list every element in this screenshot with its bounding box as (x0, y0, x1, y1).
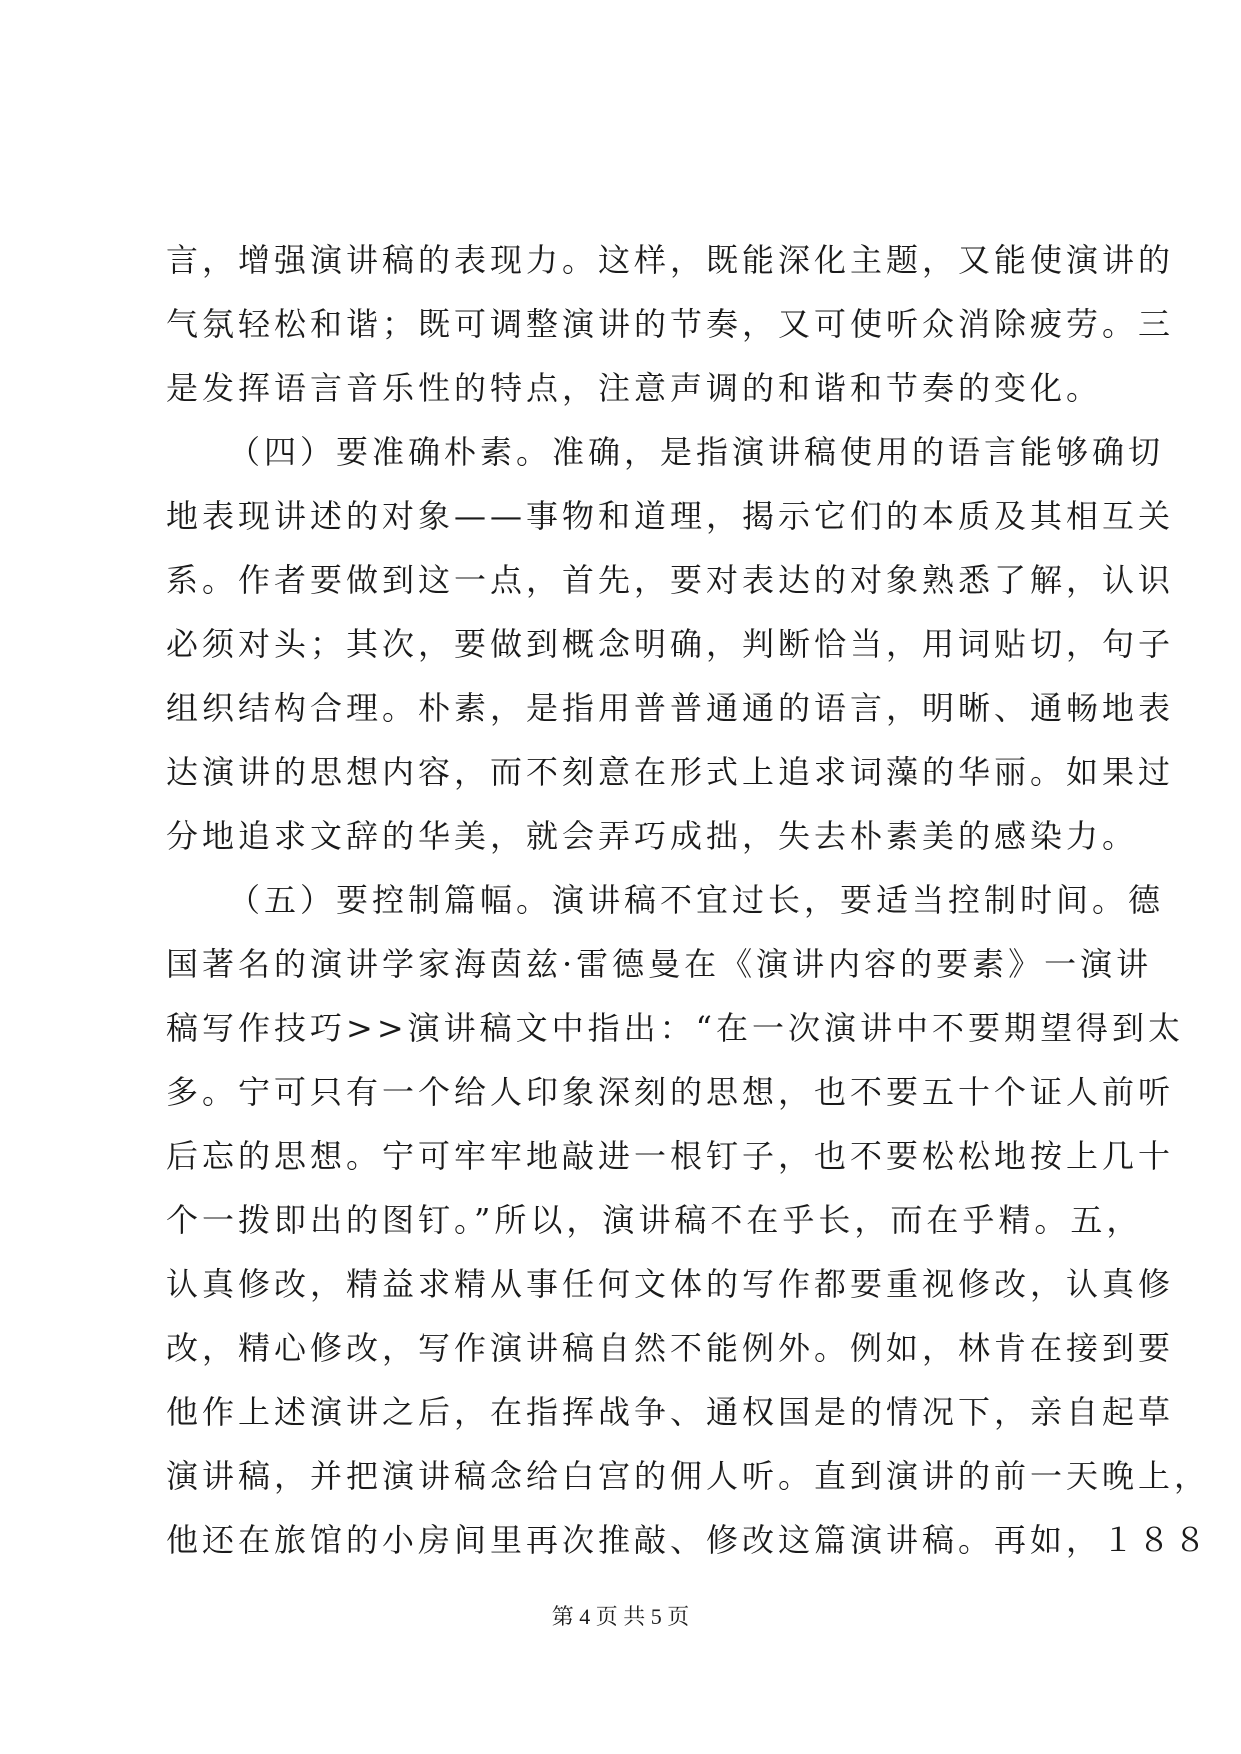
text-line: 言，增强演讲稿的表现力。这样，既能深化主题，又能使演讲的 (166, 241, 1175, 279)
text-line: 组织结构合理。朴素，是指用普普通通的语言，明晰、通畅地表 (166, 689, 1175, 727)
text-line: （五）要控制篇幅。演讲稿不宜过长，要适当控制时间。德 (228, 881, 1165, 919)
text-line: 改，精心修改，写作演讲稿自然不能例外。例如，林肯在接到要 (166, 1329, 1175, 1367)
text-line: 分地追求文辞的华美，就会弄巧成拙，失去朴素美的感染力。 (166, 817, 1139, 855)
text-line: 演讲稿，并把演讲稿念给白宫的佣人听。直到演讲的前一天晚上， (166, 1457, 1211, 1495)
text-line: 认真修改，精益求精从事任何文体的写作都要重视修改，认真修 (166, 1265, 1175, 1303)
text-line: 国著名的演讲学家海茵兹·雷德曼在《演讲内容的要素》一演讲 (166, 945, 1153, 983)
text-line: 系。作者要做到这一点，首先，要对表达的对象熟悉了解，认识 (166, 561, 1175, 599)
text-line: 他还在旅馆的小房间里再次推敲、修改这篇演讲稿。再如，１８８ (166, 1521, 1211, 1559)
text-line: 气氛轻松和谐；既可调整演讲的节奏，又可使听众消除疲劳。三 (166, 305, 1175, 343)
text-line: 个一拨即出的图钉。”所以，演讲稿不在乎长，而在乎精。五， (166, 1201, 1143, 1239)
text-line: 地表现讲述的对象——事物和道理，揭示它们的本质及其相互关 (166, 497, 1175, 535)
text-line: 他作上述演讲之后，在指挥战争、通权国是的情况下，亲自起草 (166, 1393, 1175, 1431)
text-line: 后忘的思想。宁可牢牢地敲进一根钉子，也不要松松地按上几十 (166, 1137, 1175, 1175)
body-text (166, 228, 1211, 1572)
text-line: （四）要准确朴素。准确，是指演讲稿使用的语言能够确切 (228, 433, 1165, 471)
text-line: 稿写作技巧>>演讲稿文中指出：“在一次演讲中不要期望得到太 (166, 1009, 1184, 1047)
page-footer: 第 4 页 共 5 页 (551, 1604, 690, 1629)
text-line: 是发挥语言音乐性的特点，注意声调的和谐和节奏的变化。 (166, 369, 1103, 407)
text-line: 必须对头；其次，要做到概念明确，判断恰当，用词贴切，句子 (166, 625, 1175, 663)
text-line: 多。宁可只有一个给人印象深刻的思想，也不要五十个证人前听 (166, 1073, 1175, 1111)
text-line: 达演讲的思想内容，而不刻意在形式上追求词藻的华丽。如果过 (166, 753, 1175, 791)
